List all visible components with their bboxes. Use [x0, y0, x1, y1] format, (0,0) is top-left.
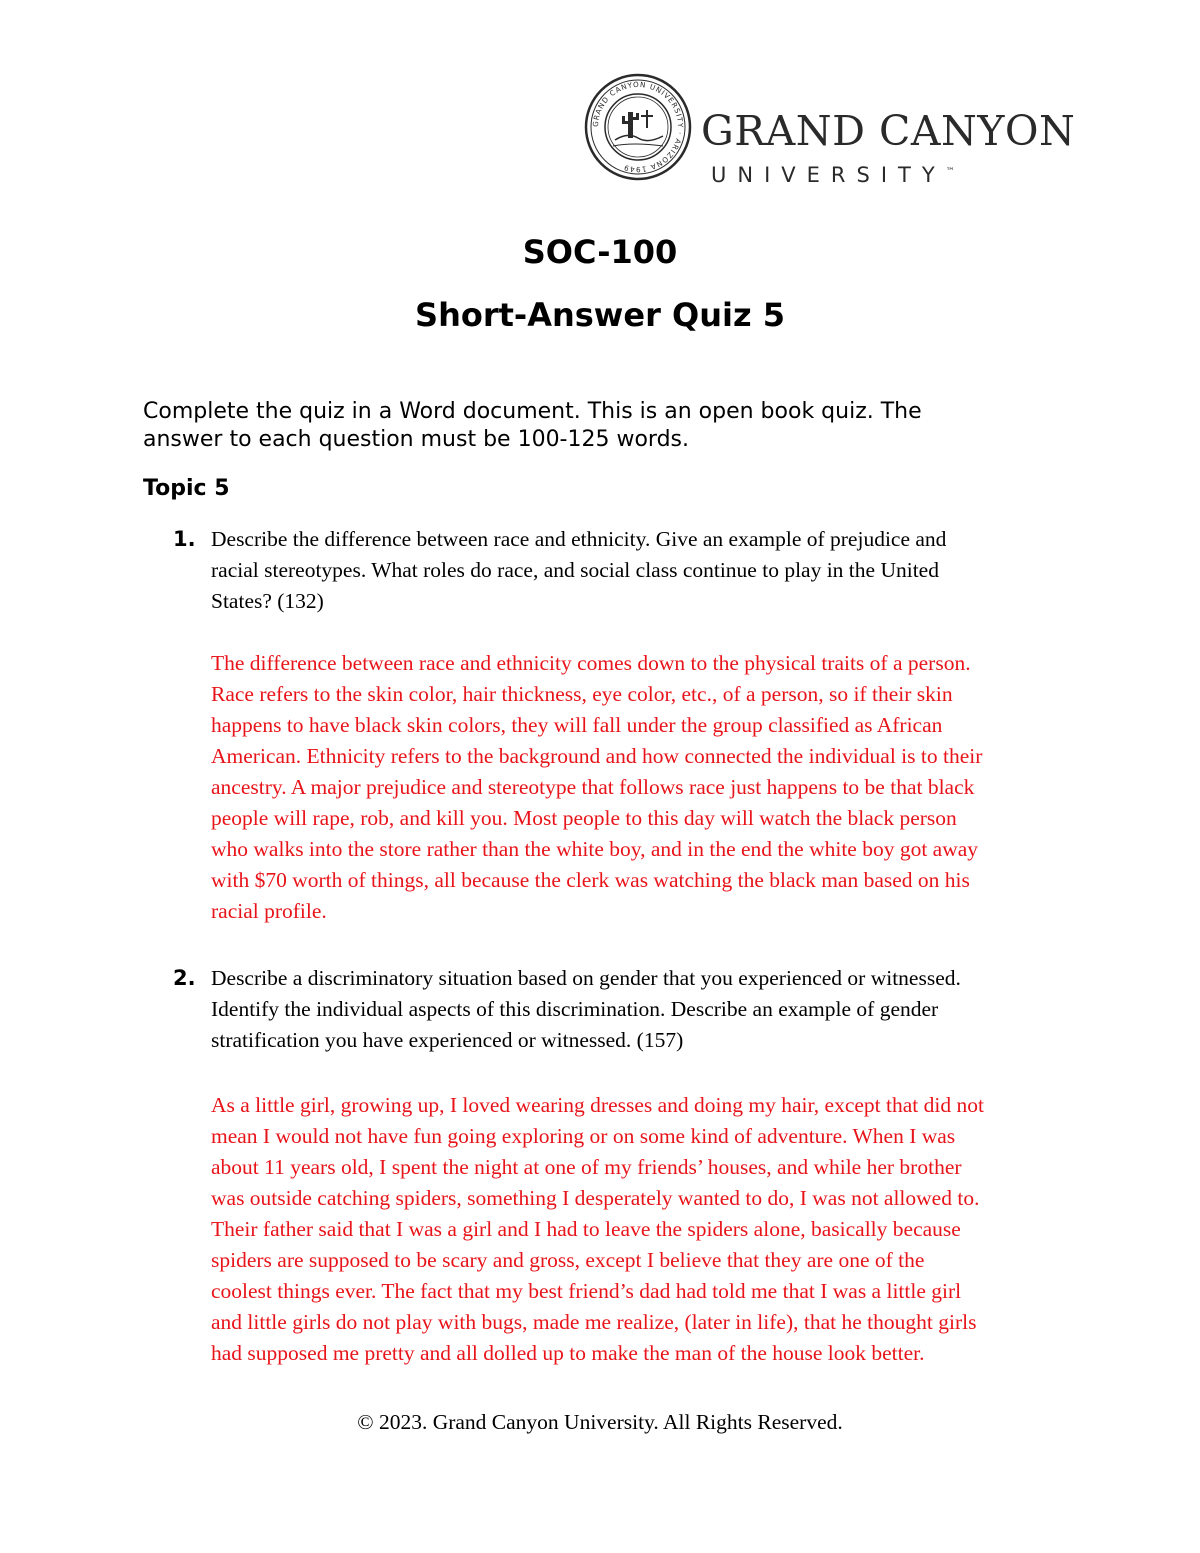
instructions-line: Complete the quiz in a Word document. This is an open book quiz. The	[143, 399, 922, 424]
instructions-line: answer to each question must be 100-125 words.	[143, 427, 690, 452]
answer-text	[211, 1090, 1071, 1369]
answer-line: spiders are supposed to be scary and gross, except I believe that they are one of the	[211, 1248, 925, 1272]
prompt-line: States? (132)	[211, 589, 324, 613]
course-code: SOC-100	[522, 233, 678, 271]
quiz-title: Short-Answer Quiz 5	[415, 296, 785, 334]
topic-heading: Topic 5	[143, 476, 230, 501]
answer-line: ancestry. A major prejudice and stereotype that follows race just happens to be that black	[211, 775, 975, 799]
logo-subtitle: UNIVERSITY™	[711, 163, 955, 187]
trademark-mark: ™	[945, 167, 955, 177]
answer-line: with $70 worth of things, all because the clerk was watching the black man based on his	[211, 868, 970, 892]
prompt-line: Identify the individual aspects of this discrimination. Describe an example of gender	[211, 997, 939, 1021]
answer-line: American. Ethnicity refers to the background and how connected the individual is to their	[211, 744, 983, 768]
answer-line: happens to have black skin colors, they will fall under the group classified as African	[211, 713, 943, 737]
answer-line: Their father said that I was a girl and I had to leave the spiders alone, basically because	[211, 1217, 961, 1241]
university-seal-icon	[583, 72, 693, 182]
answer-line: mean I would not have fun going exploring or on some kind of adventure. When I was	[211, 1124, 956, 1148]
answer-line: who walks into the store rather than the white boy, and in the end the white boy got away	[211, 837, 979, 861]
answer-line: coolest things ever. The fact that my best friend’s dad had told me that I was a little girl	[211, 1279, 962, 1303]
logo-name: GRAND CANYON	[701, 107, 1076, 155]
university-logo	[583, 72, 1076, 187]
answer-line: As a little girl, growing up, I loved wearing dresses and doing my hair, except that did not	[211, 1093, 984, 1117]
seal-text: GRAND CANYON UNIVERSITY · ARIZONA 1949	[590, 79, 686, 175]
prompt-line: racial stereotypes. What roles do race, and social class continue to play in the United	[211, 558, 939, 582]
prompt-line: Describe a discriminatory situation based on gender that you experienced or witnessed.	[211, 966, 961, 990]
answer-line: racial profile.	[211, 899, 327, 923]
instructions	[143, 398, 1043, 454]
answer-line: had supposed me pretty and all dolled up to make the man of the house look better.	[211, 1341, 925, 1365]
question-number: 1.	[173, 527, 196, 551]
answer-line: Race refers to the skin color, hair thickness, eye color, etc., of a person, so if their skin	[211, 682, 953, 706]
answer-line: and little girls do not play with bugs, made me realize, (later in life), that he thought girls	[211, 1310, 977, 1334]
answer-text	[211, 648, 1071, 927]
copyright-footer: © 2023. Grand Canyon University. All Rights Reserved.	[357, 1410, 843, 1434]
question-number: 2.	[173, 966, 196, 990]
prompt-line: stratification you have experienced or witnessed. (157)	[211, 1028, 684, 1052]
answer-line: The difference between race and ethnicity comes down to the physical traits of a person.	[211, 651, 971, 675]
question-prompt	[211, 963, 1071, 1056]
answer-line: was outside catching spiders, something I desperately wanted to do, I was not allowed to.	[211, 1186, 980, 1210]
question-prompt	[211, 524, 1071, 617]
answer-line: people will rape, rob, and kill you. Most people to this day will watch the black person	[211, 806, 957, 830]
answer-line: about 11 years old, I spent the night at one of my friends’ houses, and while her brother	[211, 1155, 962, 1179]
prompt-line: Describe the difference between race and ethnicity. Give an example of prejudice and	[211, 527, 947, 551]
